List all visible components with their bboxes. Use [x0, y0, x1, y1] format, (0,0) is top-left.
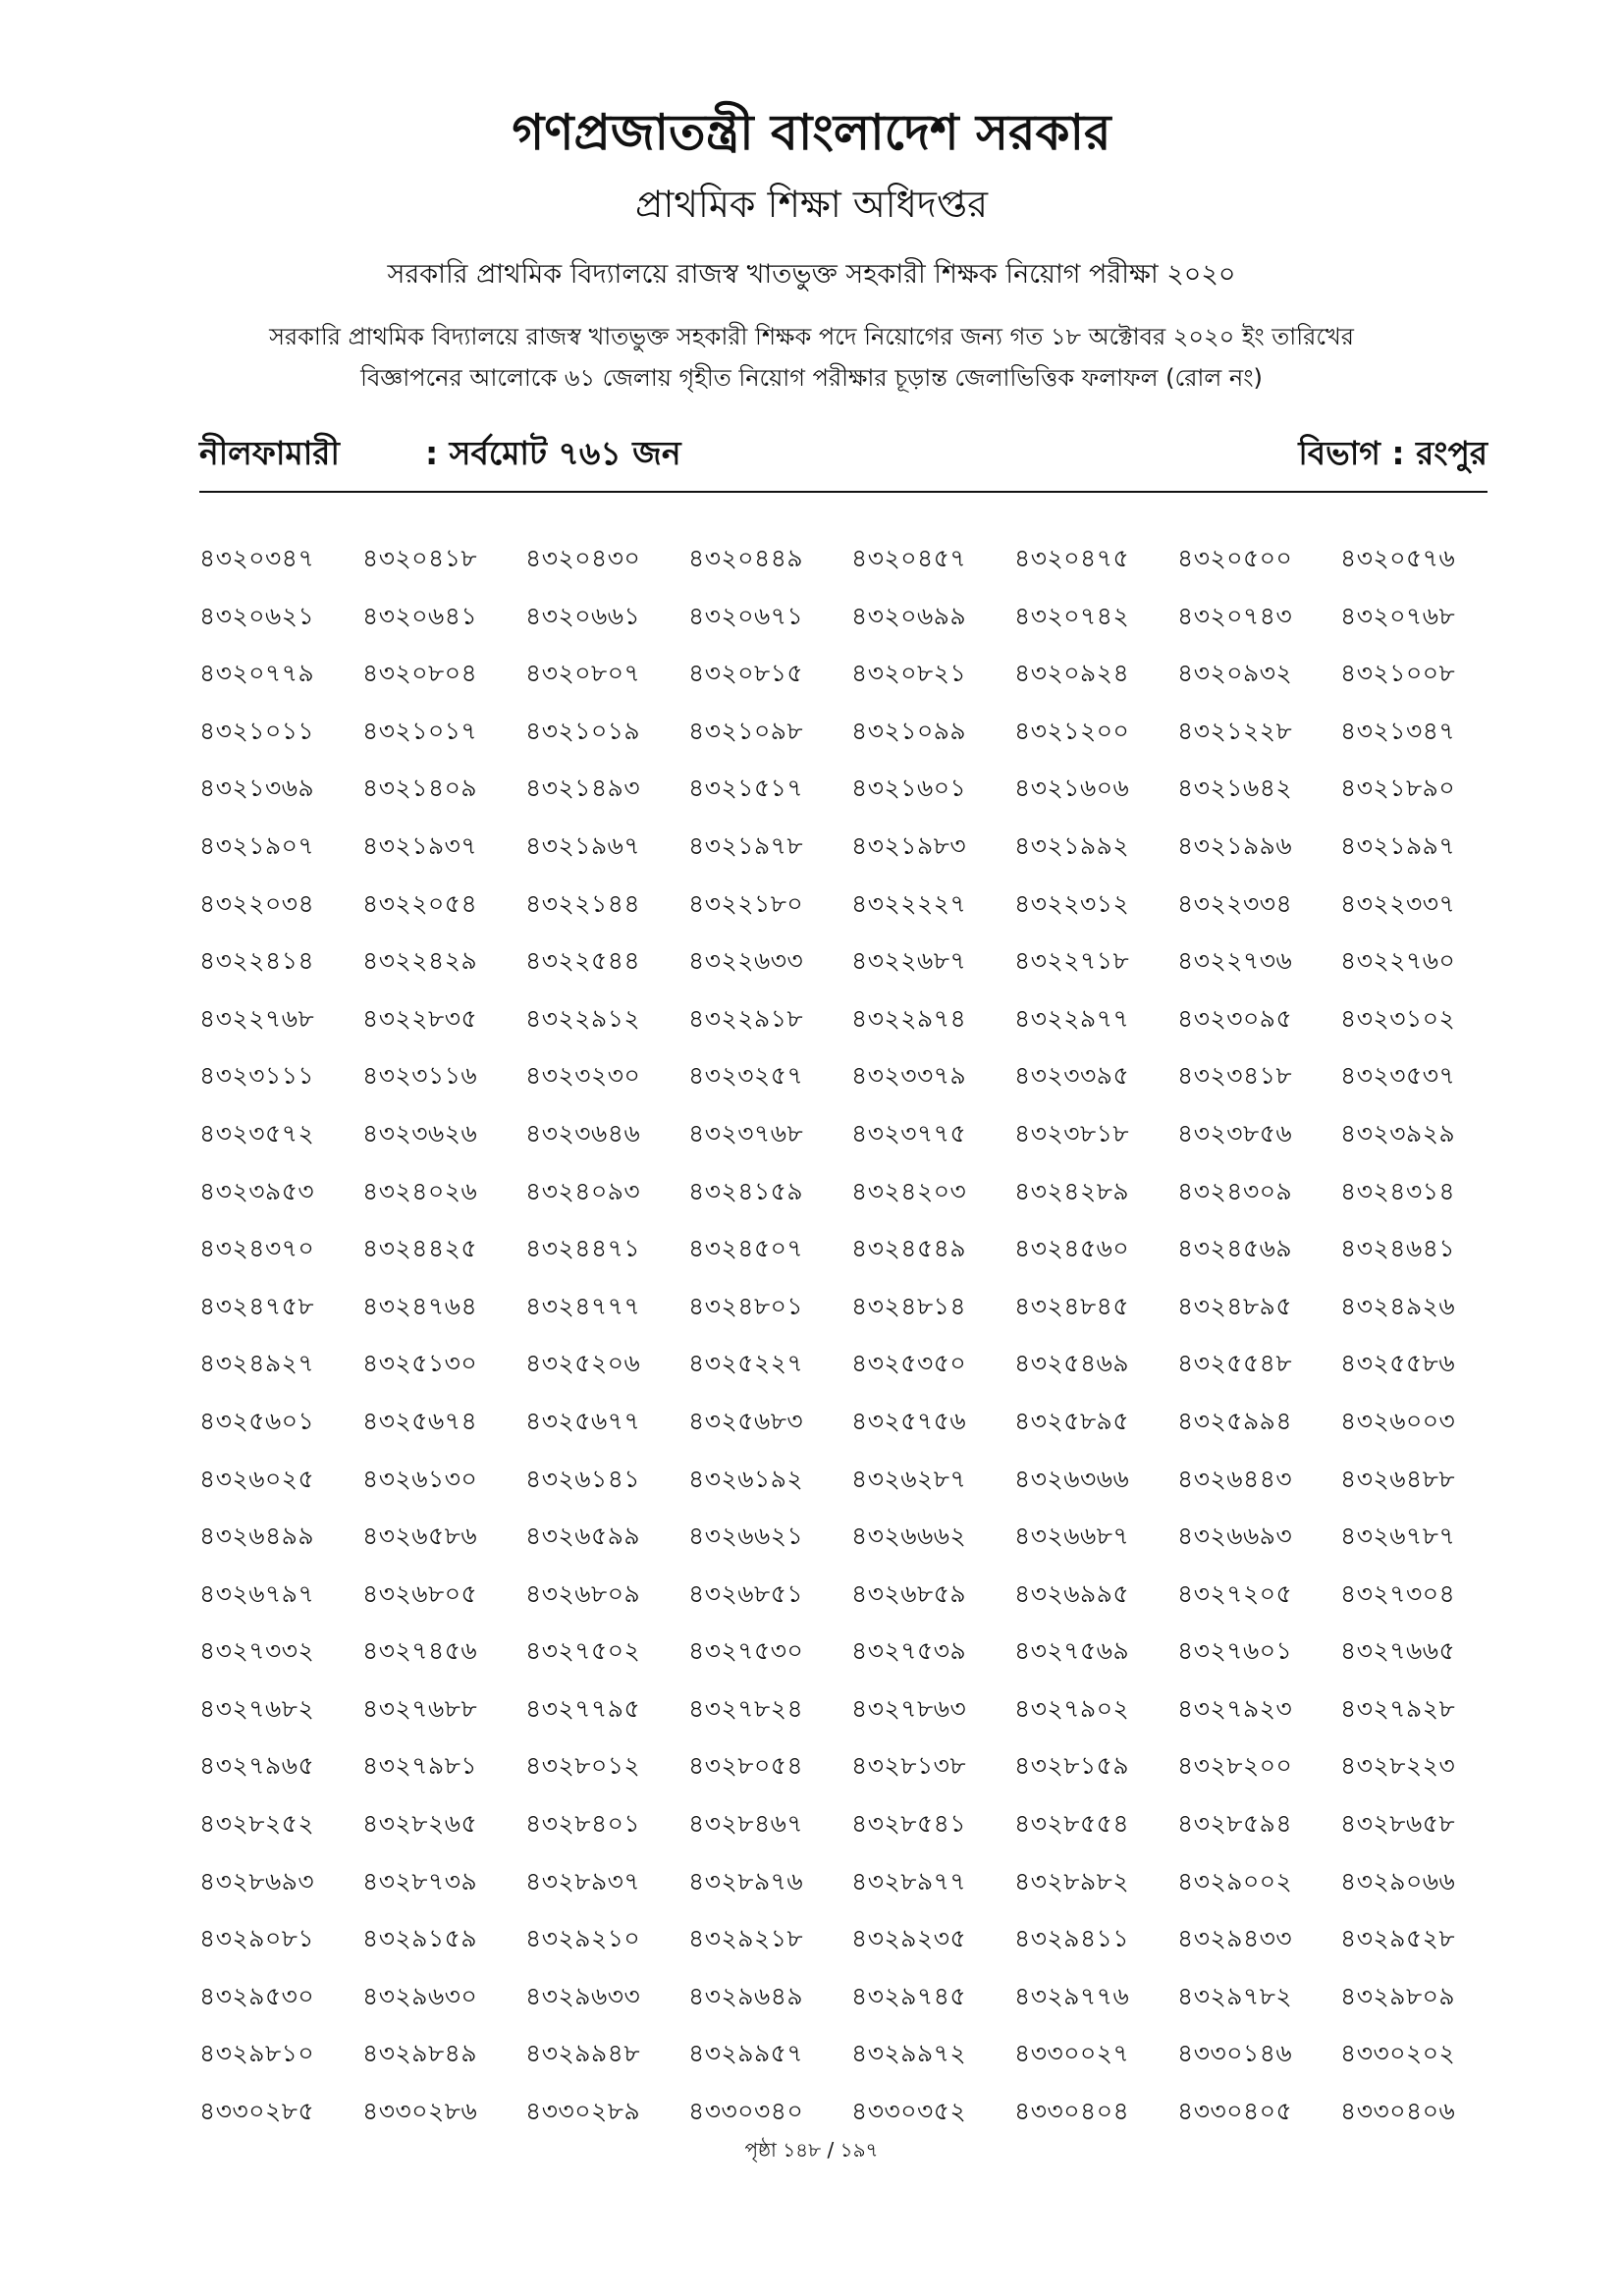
roll-number: ৪৩২৭৯২৩: [1177, 1693, 1293, 1723]
roll-number: ৪৩২৩৭৭৫: [851, 1118, 967, 1148]
roll-number: ৪৩২৮২৫২: [199, 1809, 315, 1839]
roll-number: ৪৩২৯৬৩৩: [525, 1981, 641, 2010]
roll-number: ৪৩২০৮২১: [851, 659, 967, 688]
roll-number: ৪৩২১৯৭৮: [688, 830, 804, 860]
roll-number: ৪৩২৪৫০৭: [688, 1234, 804, 1263]
roll-number: ৪৩২৯২৩৫: [851, 1924, 967, 1953]
total-count: : সর্বমোট ৭৬১ জন: [425, 434, 681, 472]
roll-number: ৪৩২১৪০৯: [362, 774, 478, 803]
roll-number: ৪৩২৯৭৮২: [1177, 1981, 1293, 2010]
roll-number: ৪৩২৯৮০৯: [1340, 1981, 1456, 2010]
roll-number: ৪৩২৮১৩৮: [851, 1751, 967, 1781]
roll-number: ৪৩২৬৮০৫: [362, 1578, 478, 1608]
roll-number: ৪৩২১৯৯৬: [1177, 830, 1293, 860]
roll-number: ৪৩২৩১১১: [199, 1061, 315, 1091]
roll-number: ৪৩২৫২২৭: [688, 1349, 804, 1378]
roll-number: ৪৩২৮১৫৯: [1014, 1751, 1130, 1781]
roll-number: ৪৩২৩৪১৮: [1177, 1061, 1293, 1091]
roll-number: ৪৩২৮৯৭৭: [851, 1866, 967, 1896]
roll-number: ৪৩২০৫০০: [1177, 544, 1293, 572]
roll-number: ৪৩২০৫৭৬: [1340, 544, 1456, 572]
roll-number: ৪৩২৯৯৪৮: [525, 2039, 641, 2068]
roll-number: ৪৩২৫২০৬: [525, 1349, 641, 1378]
roll-number: ৪৩২৭৮৬৩: [851, 1693, 967, 1723]
roll-number: ৪৩২৫৬০১: [199, 1406, 315, 1435]
roll-number: ৪৩২৩১১৬: [362, 1061, 478, 1091]
roll-number: ৪৩২৫৯৯৪: [1177, 1406, 1293, 1435]
roll-number: ৪৩২৯৬৩০: [362, 1981, 478, 2010]
roll-number: ৪৩২২০৩৪: [199, 888, 315, 918]
roll-number: ৪৩২০৮০৪: [362, 659, 478, 688]
roll-number: ৪৩২৬৬২১: [688, 1522, 804, 1551]
roll-number: ৪৩২৪৭৬৪: [362, 1291, 478, 1320]
roll-number: ৪৩২৬৬৯৩: [1177, 1522, 1293, 1551]
roll-number: ৪৩২৮৪০১: [525, 1809, 641, 1839]
roll-number: ৪৩২১২০০: [1014, 716, 1130, 745]
roll-number: ৪৩২৭৫০২: [525, 1636, 641, 1666]
roll-number: ৪৩২৮০১২: [525, 1751, 641, 1781]
roll-number: ৪৩২৬১৩০: [362, 1464, 478, 1493]
roll-number: ৪৩২১০১৭: [362, 716, 478, 745]
roll-number: ৪৩২৯৮৪৯: [362, 2039, 478, 2068]
roll-number: ৪৩২৪১৫৯: [688, 1176, 804, 1205]
roll-number: ৪৩২২৫৪৪: [525, 946, 641, 976]
roll-number: ৪৩২৬৭৮৭: [1340, 1522, 1456, 1551]
roll-number: ৪৩২৪৫৬০: [1014, 1234, 1130, 1263]
roll-number: ৪৩২৪৮১৪: [851, 1291, 967, 1320]
roll-number: ৪৩২৪৯২৭: [199, 1349, 315, 1378]
roll-number: ৪৩২৮৫৯৪: [1177, 1809, 1293, 1839]
roll-number: ৪৩২৭৫৩৯: [851, 1636, 967, 1666]
roll-number: ৪৩৩০৩৪০: [688, 2097, 804, 2126]
roll-number: ৪৩২২১৮০: [688, 888, 804, 918]
roll-number: ৪৩২০৪৪৯: [688, 544, 804, 572]
roll-number: ৪৩২৫৬৭৪: [362, 1406, 478, 1435]
roll-number: ৪৩২৪২৮৯: [1014, 1176, 1130, 1205]
roll-number: ৪৩২৫৭৫৬: [851, 1406, 967, 1435]
roll-number: ৪৩২০৪৭৫: [1014, 544, 1130, 572]
roll-number: ৪৩২১২২৮: [1177, 716, 1293, 745]
roll-number: ৪৩২৫৫৮৬: [1340, 1349, 1456, 1378]
roll-number: ৪৩২০৬৯৯: [851, 601, 967, 630]
department-title: প্রাথমিক শিক্ষা অধিদপ্তর: [634, 183, 989, 226]
roll-number: ৪৩২৮৫৪১: [851, 1809, 967, 1839]
roll-number: ৪৩২১৯৩৭: [362, 830, 478, 860]
roll-number: ৪৩২৩৫৭২: [199, 1118, 315, 1148]
roll-number: ৪৩২৯৭৭৬: [1014, 1981, 1130, 2010]
roll-number: ৪৩২৮২২৩: [1340, 1751, 1456, 1781]
roll-number: ৪৩২৪৮০১: [688, 1291, 804, 1320]
roll-number: ৪৩২৮০৫৪: [688, 1751, 804, 1781]
result-description: [0, 316, 1623, 399]
header-divider: [199, 491, 1488, 493]
roll-number: ৪৩২৫৮৯৫: [1014, 1406, 1130, 1435]
roll-number: ৪৩৩০১৪৬: [1177, 2039, 1293, 2068]
roll-number: ৪৩২২৪১৪: [199, 946, 315, 976]
roll-number: ৪৩২৩৯২৯: [1340, 1118, 1456, 1148]
roll-number: ৪৩২০৬৬১: [525, 601, 641, 630]
roll-number: ৪৩২৩০৯৫: [1177, 1003, 1293, 1033]
roll-number: ৪৩২৮২০০: [1177, 1751, 1293, 1781]
roll-number: ৪৩২৬৮৫৯: [851, 1578, 967, 1608]
roll-number: ৪৩২০৭৪৩: [1177, 601, 1293, 630]
roll-number: ৪৩২৬৬৮৭: [1014, 1522, 1130, 1551]
roll-number: ৪৩২০৯২৪: [1014, 659, 1130, 688]
roll-number: ৪৩২৪৯২৬: [1340, 1291, 1456, 1320]
roll-number: ৪৩২৭৭৯৫: [525, 1693, 641, 1723]
roll-number: ৪৩২৪৫৬৯: [1177, 1234, 1293, 1263]
roll-number: ৪৩২৬৫৯৯: [525, 1522, 641, 1551]
roll-number: ৪৩২৪০২৬: [362, 1176, 478, 1205]
roll-number: ৪৩২২৭৬৮: [199, 1003, 315, 1033]
roll-number: ৪৩২৩৩৯৫: [1014, 1061, 1130, 1091]
roll-number: ৪৩২৪৭৫৮: [199, 1291, 315, 1320]
roll-number: ৪৩২০৪৫৭: [851, 544, 967, 572]
roll-number: ৪৩২৭৬৮২: [199, 1693, 315, 1723]
roll-number: ৪৩২৭৫৩০: [688, 1636, 804, 1666]
roll-number: ৪৩২৯১৫৯: [362, 1924, 478, 1953]
roll-number: ৪৩২২৩৩৭: [1340, 888, 1456, 918]
page-number: পৃষ্ঠা ১৪৮ / ১৯৭: [744, 2138, 879, 2162]
roll-number: ৪৩২২৯৭৪: [851, 1003, 967, 1033]
roll-number: ৪৩২৭৩৩২: [199, 1636, 315, 1666]
roll-number: ৪৩৩০৪০৪: [1014, 2097, 1130, 2126]
roll-number: ৪৩২২৯৭৭: [1014, 1003, 1130, 1033]
roll-number: ৪৩২২৪২৯: [362, 946, 478, 976]
roll-number: ৪৩২৪৮৯৫: [1177, 1291, 1293, 1320]
roll-number: ৪৩২৩৭৬৮: [688, 1118, 804, 1148]
roll-number: ৪৩২০৬৪১: [362, 601, 478, 630]
roll-number: ৪৩২০৭৪২: [1014, 601, 1130, 630]
roll-number: ৪৩২৬৪৯৯: [199, 1522, 315, 1551]
roll-number: ৪৩২৪৭৭৭: [525, 1291, 641, 1320]
roll-number: ৪৩২২৩৩৪: [1177, 888, 1293, 918]
roll-number: ৪৩২৮৭৩৯: [362, 1866, 478, 1896]
roll-number: ৪৩২০৭৬৮: [1340, 601, 1456, 630]
roll-number: ৪৩২৪৩১৪: [1340, 1176, 1456, 1205]
roll-number: ৪৩২২৬৮৭: [851, 946, 967, 976]
roll-number: ৪৩২৭৯৬৫: [199, 1751, 315, 1781]
roll-number: ৪৩২১০১৯: [525, 716, 641, 745]
roll-number: ৪৩২৫৫৪৮: [1177, 1349, 1293, 1378]
roll-number: ৪৩২৯০৬৬: [1340, 1866, 1456, 1896]
division-name: বিভাগ : রংপুর: [1298, 434, 1488, 472]
roll-number: ৪৩২৪৪৭১: [525, 1234, 641, 1263]
roll-number: ৪৩২৭৯০২: [1014, 1693, 1130, 1723]
district-summary: [199, 424, 1488, 483]
roll-number: ৪৩২৬৪৪৩: [1177, 1464, 1293, 1493]
roll-number: ৪৩২৯৪১১: [1014, 1924, 1130, 1953]
roll-number: ৪৩৩০০২৭: [1014, 2039, 1130, 2068]
roll-number: ৪৩২২৯১২: [525, 1003, 641, 1033]
roll-number: ৪৩২৬৭৯৭: [199, 1578, 315, 1608]
roll-number: ৪৩২৩৯৫৩: [199, 1176, 315, 1205]
roll-number: ৪৩২১০১১: [199, 716, 315, 745]
roll-number: ৪৩২৮৬৫৮: [1340, 1809, 1456, 1839]
roll-number: ৪৩২২৭৩৬: [1177, 946, 1293, 976]
roll-number: ৪৩২৪২০৩: [851, 1176, 967, 1205]
roll-number: ৪৩২৩৮১৮: [1014, 1118, 1130, 1148]
district-name: নীলফামারী: [199, 434, 340, 472]
roll-number: ৪৩২৫৩৫০: [851, 1349, 967, 1378]
roll-number: ৪৩২৮৪৬৭: [688, 1809, 804, 1839]
roll-number: ৪৩২২৮৩৫: [362, 1003, 478, 1033]
roll-number: ৪৩২২৩১২: [1014, 888, 1130, 918]
roll-number: ৪৩২৭৮২৪: [688, 1693, 804, 1723]
roll-number: ৪৩২৭৫৬৯: [1014, 1636, 1130, 1666]
roll-number: ৪৩৩০২৮৯: [525, 2097, 641, 2126]
roll-number: ৪৩২৬৫৮৬: [362, 1522, 478, 1551]
roll-number: ৪৩২৩২৩০: [525, 1061, 641, 1091]
roll-number: ৪৩২০৭৭৯: [199, 659, 315, 688]
roll-number: ৪৩২০৪১৮: [362, 544, 478, 572]
roll-number: ৪৩২৭৪৫৬: [362, 1636, 478, 1666]
roll-number: ৪৩২৮৬৯৩: [199, 1866, 315, 1896]
roll-number: ৪৩২৪৩০৯: [1177, 1176, 1293, 1205]
roll-number: ৪৩২১৮৯০: [1340, 774, 1456, 803]
roll-number: ৪৩২৯৯৭২: [851, 2039, 967, 2068]
roll-number: ৪৩২২২২৭: [851, 888, 967, 918]
roll-number: ৪৩২১৬০৬: [1014, 774, 1130, 803]
roll-number: ৪৩২৩২৫৭: [688, 1061, 804, 1091]
roll-number-grid: [199, 530, 1505, 2141]
roll-number: ৪৩২৬৮০৯: [525, 1578, 641, 1608]
roll-number: ৪৩২৫১৩০: [362, 1349, 478, 1378]
roll-number: ৪৩২৯২১০: [525, 1924, 641, 1953]
roll-number: ৪৩২৪৩৭০: [199, 1234, 315, 1263]
roll-number: ৪৩২৬২৮৭: [851, 1464, 967, 1493]
roll-number: ৪৩২৬৪৮৮: [1340, 1464, 1456, 1493]
roll-number: ৪৩২০৮১৫: [688, 659, 804, 688]
roll-number: ৪৩২৯৬৪৯: [688, 1981, 804, 2010]
roll-number: ৪৩২৪৬৪১: [1340, 1234, 1456, 1263]
roll-number: ৪৩২৭৩০৪: [1340, 1578, 1456, 1608]
roll-number: ৪৩২৮৯৮২: [1014, 1866, 1130, 1896]
roll-number: ৪৩২০৮০৭: [525, 659, 641, 688]
roll-number: ৪৩২১৫১৭: [688, 774, 804, 803]
roll-number: ৪৩২৯৯৫৭: [688, 2039, 804, 2068]
roll-number: ৪৩২৭৬৮৮: [362, 1693, 478, 1723]
roll-number: ৪৩২২৭৬০: [1340, 946, 1456, 976]
roll-number: ৪৩২৯২১৮: [688, 1924, 804, 1953]
roll-number: ৪৩২৭২০৫: [1177, 1578, 1293, 1608]
roll-number: ৪৩২৪৮৪৫: [1014, 1291, 1130, 1320]
roll-number: ৪৩২১৯৬৭: [525, 830, 641, 860]
roll-number: ৪৩২২০৫৪: [362, 888, 478, 918]
roll-number: ৪৩২০৪৩০: [525, 544, 641, 572]
roll-number: ৪৩২৩৩৭৯: [851, 1061, 967, 1091]
roll-number: ৪৩৩০২৮৬: [362, 2097, 478, 2126]
roll-number: ৪৩২১০০৮: [1340, 659, 1456, 688]
roll-number: ৪৩২০৬৭১: [688, 601, 804, 630]
exam-title: সরকারি প্রাথমিক বিদ্যালয়ে রাজস্ব খাতভুক্ত সহকারী শিক্ষক নিয়োগ পরীক্ষা ২০২০: [387, 259, 1236, 290]
roll-number: ৪৩২৬৬৬২: [851, 1522, 967, 1551]
roll-number: ৪৩২৬৯৯৫: [1014, 1578, 1130, 1608]
roll-number: ৪৩২৯৭৪৫: [851, 1981, 967, 2010]
roll-number: ৪৩২৩৬২৬: [362, 1118, 478, 1148]
roll-number: ৪৩২৭৬০১: [1177, 1636, 1293, 1666]
roll-number: ৪৩২১৩৪৭: [1340, 716, 1456, 745]
roll-number: ৪৩২১৩৬৯: [199, 774, 315, 803]
roll-number: ৪৩২৩১০২: [1340, 1003, 1456, 1033]
roll-number: ৪৩২৮৯৩৭: [525, 1866, 641, 1896]
roll-number: ৪৩২৫৬৭৭: [525, 1406, 641, 1435]
roll-number: ৪৩২২৭১৮: [1014, 946, 1130, 976]
roll-number: ৪৩২১৯০৭: [199, 830, 315, 860]
roll-number: ৪৩৩০৪০৫: [1177, 2097, 1293, 2126]
roll-number: ৪৩৩০২০২: [1340, 2039, 1456, 2068]
roll-number: ৪৩২৯০০২: [1177, 1866, 1293, 1896]
roll-number: ৪৩৩০৪০৬: [1340, 2097, 1456, 2126]
roll-number: ৪৩২৩৫৩৭: [1340, 1061, 1456, 1091]
roll-number: ৪৩২৭৯৮১: [362, 1751, 478, 1781]
roll-number: ৪৩২১৬৪২: [1177, 774, 1293, 803]
roll-number: ৪৩২২৯১৮: [688, 1003, 804, 1033]
roll-number: ৪৩২৬১৪১: [525, 1464, 641, 1493]
roll-number: ৪৩২৬০২৫: [199, 1464, 315, 1493]
roll-number: ৪৩২৮২৬৫: [362, 1809, 478, 1839]
roll-number: ৪৩২৯৫২৮: [1340, 1924, 1456, 1953]
roll-number: ৪৩২২৬৩৩: [688, 946, 804, 976]
roll-number: ৪৩২৫৪৬৯: [1014, 1349, 1130, 1378]
roll-number: ৪৩২১৯৯২: [1014, 830, 1130, 860]
roll-number: ৪৩২১৯৮৩: [851, 830, 967, 860]
roll-number: ৪৩২৬৮৫১: [688, 1578, 804, 1608]
government-title: গণপ্রজাতন্ত্রী বাংলাদেশ সরকার: [512, 104, 1111, 161]
description-line-2: বিজ্ঞাপনের আলোকে ৬১ জেলায় গৃহীত নিয়োগ পরীক্ষার চূড়ান্ত জেলাভিত্তিক ফলাফল (রোল নং): [360, 364, 1263, 392]
roll-number: ৪৩২৩৮৫৬: [1177, 1118, 1293, 1148]
roll-number: ৪৩২০৬২১: [199, 601, 315, 630]
roll-number: ৪৩২৫৬৮৩: [688, 1406, 804, 1435]
roll-number: ৪৩২৮৫৫৪: [1014, 1809, 1130, 1839]
roll-number: ৪৩২১৬০১: [851, 774, 967, 803]
roll-number: ৪৩২১০৯৮: [688, 716, 804, 745]
roll-number: ৪৩২১৪৯৩: [525, 774, 641, 803]
roll-number: ৪৩৩০২৮৫: [199, 2097, 315, 2126]
roll-number: ৪৩২৪০৯৩: [525, 1176, 641, 1205]
description-line-1: সরকারি প্রাথমিক বিদ্যালয়ে রাজস্ব খাতভুক্ত সহকারী শিক্ষক পদে নিয়োগের জন্য গত ১৮ অক্টোবর ২০২০ ইং তারিখের: [269, 323, 1354, 350]
roll-number: ৪৩২৭৯২৮: [1340, 1693, 1456, 1723]
roll-number: ৪৩৩০৩৫২: [851, 2097, 967, 2126]
roll-number: ৪৩২৪৫৪৯: [851, 1234, 967, 1263]
roll-number: ৪৩২১০৯৯: [851, 716, 967, 745]
roll-number: ৪৩২৯৫৩০: [199, 1981, 315, 2010]
roll-number: ৪৩২০৯৩২: [1177, 659, 1293, 688]
roll-number: ৪৩২৮৯৭৬: [688, 1866, 804, 1896]
roll-number: ৪৩২৭৬৬৫: [1340, 1636, 1456, 1666]
roll-number: ৪৩২৬০০৩: [1340, 1406, 1456, 1435]
roll-number: ৪৩২৩৬৪৬: [525, 1118, 641, 1148]
roll-number: ৪৩২৯০৮১: [199, 1924, 315, 1953]
roll-number: ৪৩২৯৪৩৩: [1177, 1924, 1293, 1953]
roll-number: ৪৩২৪৪২৫: [362, 1234, 478, 1263]
roll-number: ৪৩২৬৩৬৬: [1014, 1464, 1130, 1493]
roll-number: ৪৩২৬১৯২: [688, 1464, 804, 1493]
roll-number: ৪৩২২১৪৪: [525, 888, 641, 918]
roll-number: ৪৩২৯৮১০: [199, 2039, 315, 2068]
roll-number: ৪৩২০৩৪৭: [199, 544, 315, 572]
roll-number: ৪৩২১৯৯৭: [1340, 830, 1456, 860]
